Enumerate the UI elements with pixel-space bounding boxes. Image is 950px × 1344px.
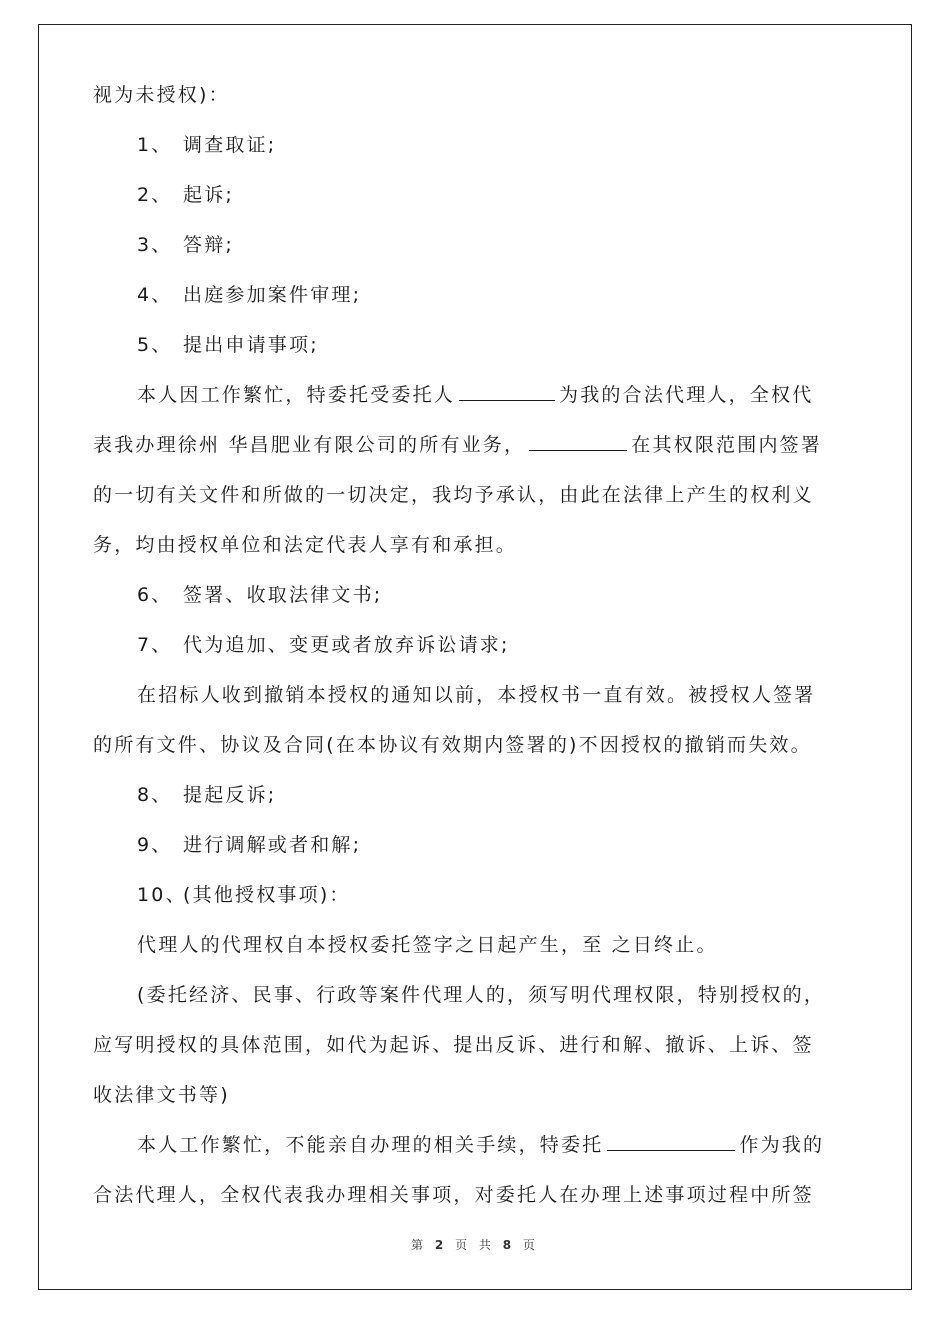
list-item xyxy=(93,320,858,370)
paragraph-line: 代理人的代理权自本授权委托签字之日起产生，至 之日终止。 xyxy=(137,934,718,956)
list-number: 3、 xyxy=(137,234,173,256)
list-item xyxy=(93,170,858,220)
list-number: 10、 xyxy=(137,884,187,906)
text-segment: 表我办理徐州 华昌肥业有限公司的所有业务， xyxy=(93,434,526,456)
list-text: 提出申请事项; xyxy=(183,334,319,356)
page-footer xyxy=(0,1236,950,1253)
list-text: (其他授权事项)： xyxy=(183,884,351,906)
text-segment: 为我的合法代理人，全权代 xyxy=(559,384,814,406)
footer-mid: 页 共 xyxy=(455,1238,495,1252)
footer-suffix: 页 xyxy=(522,1238,539,1252)
list-item xyxy=(93,570,858,620)
list-item xyxy=(93,770,858,820)
fill-in-blank xyxy=(607,1132,735,1151)
paragraph-line: 在招标人收到撤销本授权的通知以前，本授权书一直有效。被授权人签署 xyxy=(137,684,816,706)
list-text: 起诉; xyxy=(183,184,235,206)
total-pages: 8 xyxy=(502,1238,516,1252)
paragraph-line xyxy=(93,370,858,420)
document-body xyxy=(93,70,858,1220)
list-text: 签署、收取法律文书; xyxy=(183,584,383,606)
fill-in-blank xyxy=(529,432,627,451)
list-number: 1、 xyxy=(137,134,173,156)
list-item xyxy=(93,820,858,870)
paragraph-line xyxy=(93,1120,858,1170)
fill-in-blank xyxy=(459,382,555,401)
text-segment: 作为我的 xyxy=(739,1134,825,1156)
text-segment: 本人因工作繁忙，特委托受委托人 xyxy=(137,384,456,406)
list-text: 出庭参加案件审理; xyxy=(183,284,362,306)
list-number: 6、 xyxy=(137,584,173,606)
list-item xyxy=(93,620,858,670)
list-number: 7、 xyxy=(137,634,173,656)
list-item xyxy=(93,270,858,320)
text-segment: 本人工作繁忙，不能亲自办理的相关手续，特委托 xyxy=(137,1134,604,1156)
list-item xyxy=(93,870,858,920)
paragraph-line: 务，均由授权单位和法定代表人享有和承担。 xyxy=(93,534,518,556)
paragraph-line xyxy=(93,420,858,470)
paragraph-line: 的所有文件、协议及合同(在本协议有效期内签署的)不因授权的撤销而失效。 xyxy=(93,734,812,756)
list-item xyxy=(93,120,858,170)
list-number: 2、 xyxy=(137,184,173,206)
paragraph-line: (委托经济、民事、行政等案件代理人的，须写明代理权限，特别授权的， xyxy=(137,984,826,1006)
paragraph-line: 的一切有关文件和所做的一切决定，我均予承认，由此在法律上产生的权利义 xyxy=(93,484,814,506)
list-text: 调查取证; xyxy=(183,134,277,156)
paragraph: 视为未授权)： xyxy=(93,84,230,106)
list-number: 4、 xyxy=(137,284,173,306)
footer-prefix: 第 xyxy=(411,1238,428,1252)
list-text: 提起反诉; xyxy=(183,784,277,806)
paragraph-line: 应写明授权的具体范围，如代为起诉、提出反诉、进行和解、撤诉、上诉、签 xyxy=(93,1034,814,1056)
paragraph-line: 合法代理人，全权代表我办理相关事项，对委托人在办理上述事项过程中所签 xyxy=(93,1184,814,1206)
list-text: 进行调解或者和解; xyxy=(183,834,362,856)
list-number: 5、 xyxy=(137,334,173,356)
list-number: 9、 xyxy=(137,834,173,856)
paragraph-line: 收法律文书等) xyxy=(93,1084,230,1106)
text-segment: 在其权限范围内签署 xyxy=(631,434,823,456)
list-text: 代为追加、变更或者放弃诉讼请求; xyxy=(183,634,510,656)
list-text: 答辩; xyxy=(183,234,235,256)
list-number: 8、 xyxy=(137,784,173,806)
list-item xyxy=(93,220,858,270)
page-number: 2 xyxy=(434,1238,448,1252)
